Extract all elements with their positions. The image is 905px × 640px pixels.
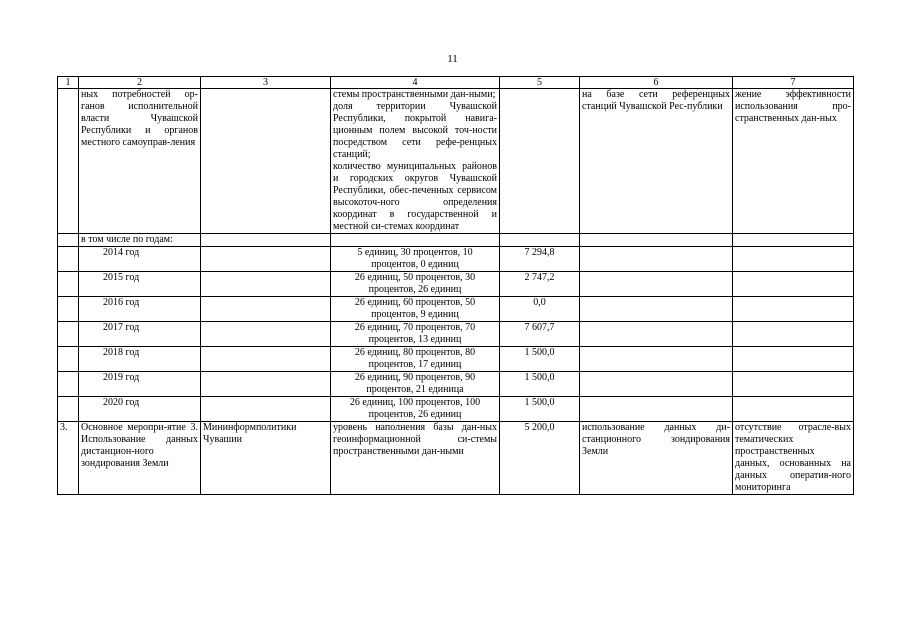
year-amount: 7 607,7 (500, 322, 580, 347)
year-indicator: 26 единиц, 80 процентов, 80 процентов, 17 единиц (331, 347, 500, 372)
indicators-cont (331, 89, 500, 234)
year-row (58, 347, 854, 372)
year-amount: 7 294,8 (500, 247, 580, 272)
col-header: 3 (201, 77, 331, 89)
col-header: 6 (580, 77, 733, 89)
year-amount: 2 747,2 (500, 272, 580, 297)
year-indicator: 26 единиц, 90 процентов, 90 процентов, 21 единица (331, 372, 500, 397)
year-amount: 0,0 (500, 297, 580, 322)
year-label: 2019 год (79, 372, 201, 397)
year-amount: 1 500,0 (500, 397, 580, 422)
indicator-text: стемы пространственными дан-ными; (333, 89, 496, 100)
expected-result: использование данных ди-станционного зондирования Земли (580, 422, 733, 495)
year-label: 2016 год (79, 297, 201, 322)
col-header: 7 (733, 77, 854, 89)
col-header: 4 (331, 77, 500, 89)
year-label: 2017 год (79, 322, 201, 347)
year-indicator: 26 единиц, 60 процентов, 50 процентов, 9 единиц (331, 297, 500, 322)
program-table (57, 76, 854, 495)
year-label: 2015 год (79, 272, 201, 297)
year-label: 2018 год (79, 347, 201, 372)
by-years-label: в том числе по годам: (79, 234, 201, 247)
risk: отсутствие отрасле-вых тематических пространственных данных, основанных на данных оператив-ного мониторинга (733, 422, 854, 495)
indicator: уровень наполнения базы дан-ных геоинформационной си-стемы пространственными дан-ными (331, 422, 500, 495)
year-row (58, 372, 854, 397)
year-indicator: 26 единиц, 100 процентов, 100 процентов, 26 единиц (331, 397, 500, 422)
year-row (58, 297, 854, 322)
year-row (58, 247, 854, 272)
year-label: 2020 год (79, 397, 201, 422)
year-amount: 1 500,0 (500, 372, 580, 397)
year-row (58, 272, 854, 297)
amount: 5 200,0 (500, 422, 580, 495)
year-row (58, 322, 854, 347)
measure-3-row (58, 422, 854, 495)
measure-name-cont: ных потребностей ор-ганов исполнительной власти Чувашской Республики и органов местного самоуправ-ления (79, 89, 201, 234)
by-years-row (58, 234, 854, 247)
indicator-text: доля территории Чувашской Республики, покрытой навига-ционным полем высокой точ-ности посредством сети рефе-ренцных станций; (333, 101, 497, 160)
result-cont: на базе сети референцных станций Чувашской Рес-публики (580, 89, 733, 234)
year-label: 2014 год (79, 247, 201, 272)
year-indicator: 26 единиц, 50 процентов, 30 процентов, 26 единиц (331, 272, 500, 297)
header-row (58, 77, 854, 89)
page-number: 11 (447, 53, 458, 65)
year-indicator: 5 единиц, 30 процентов, 10 процентов, 0 единиц (331, 247, 500, 272)
indicator-text: количество муниципальных районов и городских округов Чувашской Республики, обес-печенных сервисом высокоточ-ного определения координат в государственной и местной си-стемах координат (333, 161, 497, 232)
col-header: 1 (58, 77, 79, 89)
year-indicator: 26 единиц, 70 процентов, 70 процентов, 13 единиц (331, 322, 500, 347)
row-number: 3. (58, 422, 79, 495)
continued-row (58, 89, 854, 234)
executor: Мининформполитики Чувашии (201, 422, 331, 495)
risk-cont: жение эффективности использования про-странственных дан-ных (733, 89, 854, 234)
col-header: 2 (79, 77, 201, 89)
measure-name: Основное меропри-ятие 3. Использование данных дистанцион-ного зондирования Земли (79, 422, 201, 495)
col-header: 5 (500, 77, 580, 89)
year-amount: 1 500,0 (500, 347, 580, 372)
year-row (58, 397, 854, 422)
